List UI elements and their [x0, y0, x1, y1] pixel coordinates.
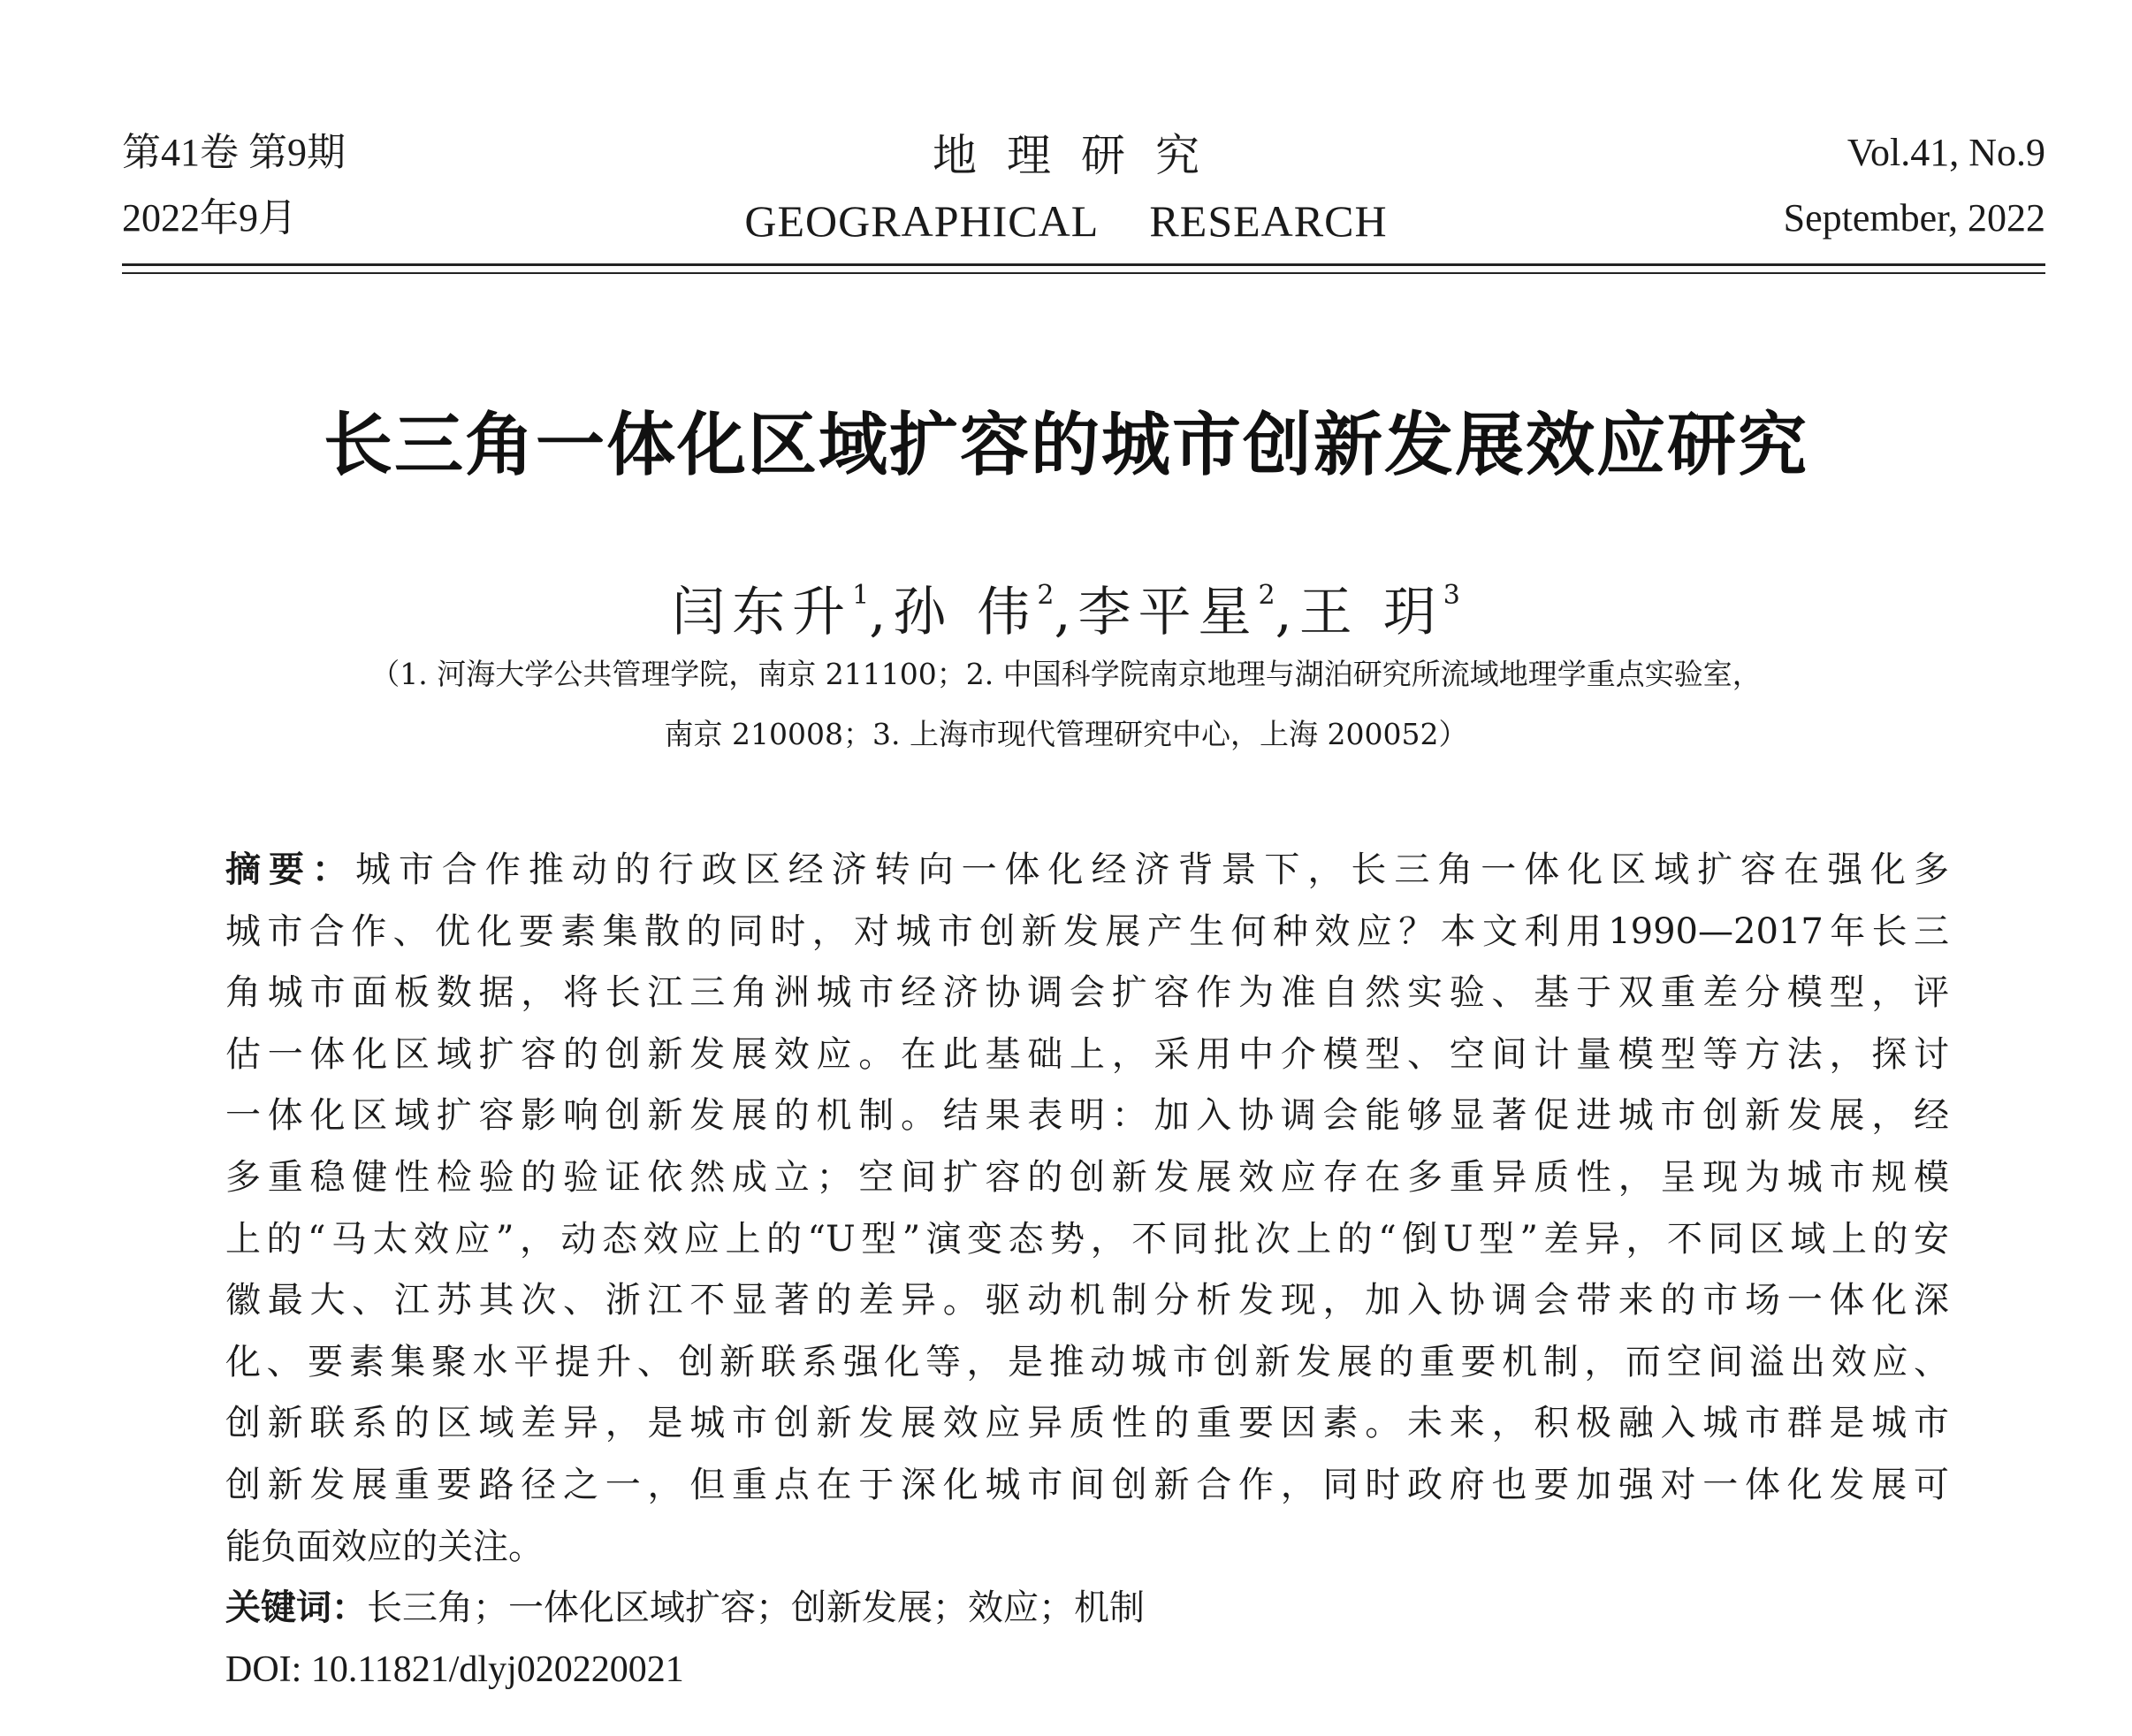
header-rule-thick	[122, 263, 2045, 266]
author-separator: ,	[1054, 582, 1078, 643]
author-name: 李平星	[1077, 582, 1259, 643]
author-affiliation-mark: 3	[1443, 580, 1460, 611]
affiliation-line: 南京 210008；3. 上海市现代管理研究中心，上海 200052）	[664, 717, 1468, 751]
abstract-label: 摘要：	[225, 849, 355, 890]
abstract-line: 城市合作、优化要素集散的同时，对城市创新发展产生何种效应？本文利用1990—2017年长三	[225, 910, 1949, 952]
abstract-line: 一体化区域扩容影响创新发展的机制。结果表明：加入协调会能够显著促进城市创新发展，经	[225, 1095, 1949, 1137]
author-affiliation-mark: 2	[1037, 580, 1055, 611]
author-name: 闫东升	[672, 582, 853, 643]
keywords-line	[225, 1578, 1949, 1640]
keywords-text: 长三角；一体化区域扩容；创新发展；效应；机制	[367, 1588, 1145, 1629]
author-name: 孙 伟	[893, 582, 1038, 643]
issue-date-cn: 2022年9月	[122, 196, 297, 240]
abstract-text: 城市合作推动的行政区经济转向一体化经济背景下，长三角一体化区域扩容在强化多	[354, 849, 1950, 890]
journal-name-cn: 地理研究	[933, 130, 1230, 181]
author-separator: ,	[869, 582, 894, 643]
abstract-block	[225, 840, 1949, 1701]
abstract-line	[225, 840, 1949, 902]
abstract-line: 化、要素集聚水平提升、创新联系强化等，是推动城市创新发展的重要机制，而空间溢出效应、	[225, 1341, 1949, 1382]
author-list	[0, 562, 2132, 646]
volume-issue-cn: 第41卷 第9期	[122, 131, 346, 174]
abstract-line: 创新联系的区域差异，是城市创新发展效应异质性的重要因素。未来，积极融入城市群是城市	[225, 1403, 1949, 1444]
header-rule-thin	[122, 272, 2045, 274]
issue-date-en: September, 2022	[1783, 196, 2045, 240]
author-affiliation-mark: 1	[852, 580, 870, 611]
abstract-line: 多重稳健性检验的验证依然成立；空间扩容的创新发展效应存在多重异质性，呈现为城市规模	[225, 1156, 1949, 1198]
abstract-line: 能负面效应的关注。	[225, 1526, 544, 1567]
author-name: 王 玥	[1298, 582, 1443, 643]
paper-title: 长三角一体化区域扩容的城市创新发展效应研究	[323, 406, 1808, 485]
keywords-label: 关键词：	[225, 1588, 367, 1629]
journal-name-en: GEOGRAPHICAL RESEARCH	[744, 196, 1388, 246]
affiliation-line: （1. 河海大学公共管理学院，南京 211100；2. 中国科学院南京地理与湖泊研究所流域地理学重点实验室，	[370, 657, 1762, 691]
abstract-line: 角城市面板数据，将长江三角洲城市经济协调会扩容作为准自然实验、基于双重差分模型，评	[225, 972, 1949, 1014]
author-affiliation-mark: 2	[1258, 580, 1275, 611]
abstract-line: 创新发展重要路径之一，但重点在于深化城市间创新合作，同时政府也要加强对一体化发展可	[225, 1464, 1949, 1505]
abstract-line: 估一体化区域扩容的创新发展效应。在此基础上，采用中介模型、空间计量模型等方法，探讨	[225, 1033, 1949, 1075]
abstract-line: 徽最大、江苏其次、浙江不显著的差异。驱动机制分析发现，加入协调会带来的市场一体化深	[225, 1280, 1949, 1321]
doi: DOI: 10.11821/dlyj020220021	[225, 1648, 684, 1690]
author-separator: ,	[1275, 582, 1299, 643]
abstract-line: 上的“马太效应”，动态效应上的“U型”演变态势，不同批次上的“倒U型”差异，不同区域上的安	[225, 1218, 1949, 1260]
volume-issue-en: Vol.41, No.9	[1846, 131, 2045, 174]
